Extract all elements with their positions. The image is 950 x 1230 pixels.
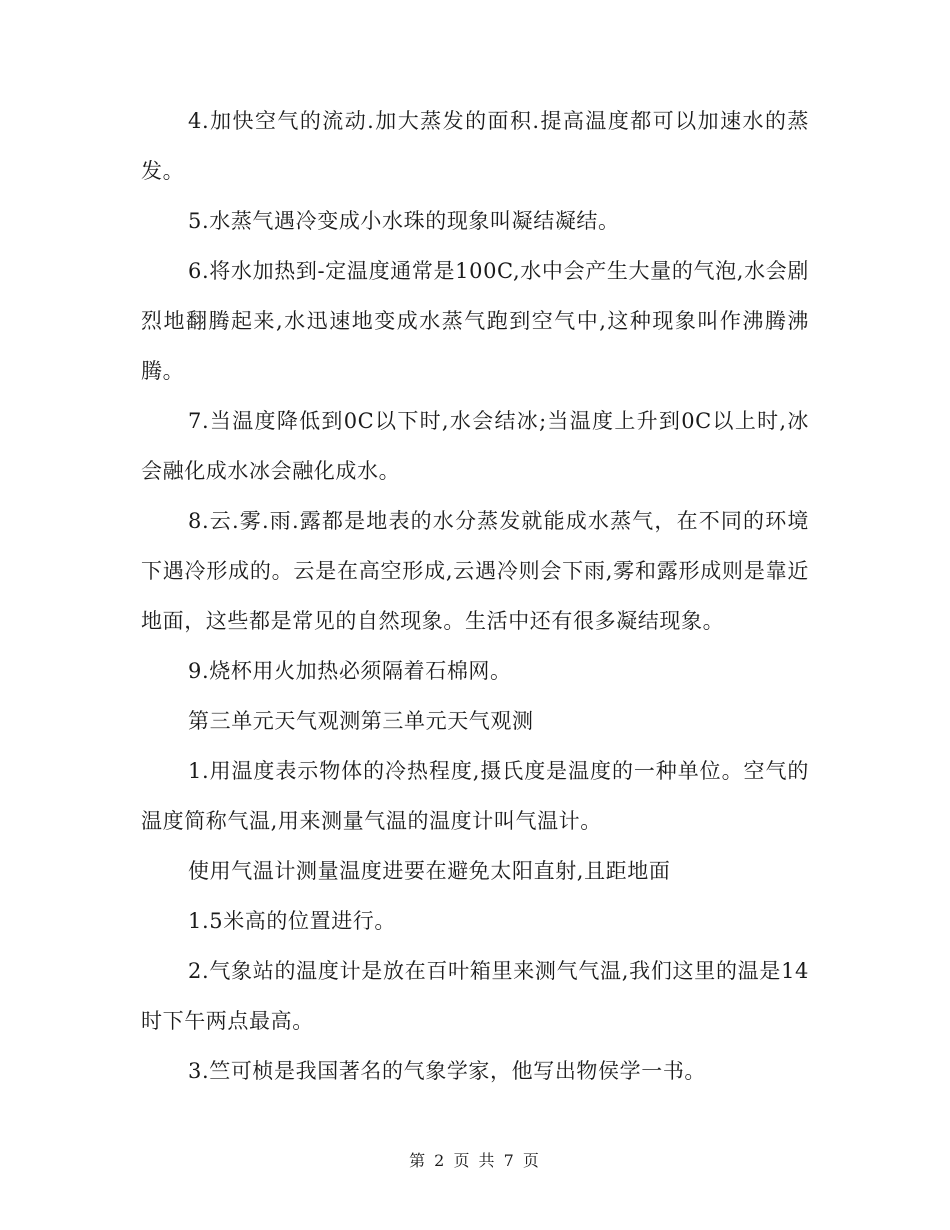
section-heading-weather-observation: 第三单元天气观测第三单元天气观测	[188, 709, 534, 733]
page-number-footer: 第 2 页 共 7 页	[409, 1151, 541, 1170]
document-body	[141, 96, 809, 1096]
paragraph-beaker-heating: 9.烧杯用火加热必须隔着石棉网。	[188, 659, 512, 683]
paragraph-temperature-definition: 1.用温度表示物体的冷热程度,摄氏度是温度的一种单位。空气的温度简称气温,用来测量气温的温度计叫气温计。	[141, 759, 809, 833]
paragraph-measurement-height: 1.5米高的位置进行。	[188, 909, 396, 933]
paragraph-boiling: 6.将水加热到-定温度通常是100C,水中会产生大量的气泡,水会剧烈地翻腾起来,水迅速地变成水蒸气跑到空气中,这种现象叫作沸腾沸腾。	[141, 259, 809, 383]
paragraph-clouds-fog-rain-dew: 8.云.雾.雨.露都是地表的水分蒸发就能成水蒸气，在不同的环境下遇冷形成的。云是在高空形成,云遇冷则会下雨,雾和露形成则是靠近地面，这些都是常见的自然现象。生活中还有很多凝结现象。	[141, 509, 809, 633]
paragraph-evaporation-speed: 4.加快空气的流动.加大蒸发的面积.提高温度都可以加速水的蒸发。	[141, 109, 809, 183]
paragraph-weather-station: 2.气象站的温度计是放在百叶箱里来测气气温,我们这里的温是14时下午两点最高。	[141, 959, 809, 1033]
paragraph-condensation: 5.水蒸气遇冷变成小水珠的现象叫凝结凝结。	[188, 209, 620, 233]
paragraph-thermometer-usage: 使用气温计测量温度进要在避免太阳直射,且距地面	[188, 859, 671, 883]
paragraph-meteorologist: 3.竺可桢是我国著名的气象学家，他写出物侯学一书。	[188, 1059, 707, 1083]
paragraph-freezing-melting: 7.当温度降低到0C以下时,水会结冰;当温度上升到0C以上时,冰会融化成水冰会融化成水。	[141, 409, 809, 483]
